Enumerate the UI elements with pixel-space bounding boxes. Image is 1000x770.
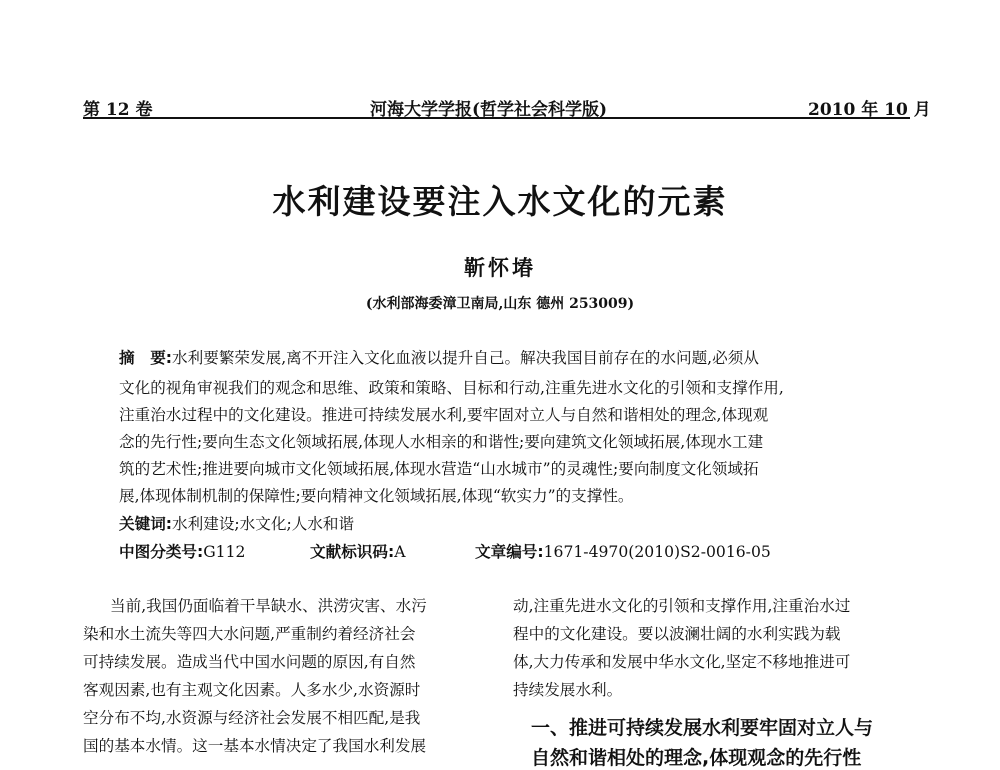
author-name: 靳怀堾 xyxy=(464,255,536,280)
abstract-line: 注重治水过程中的文化建设。推进可持续发展水利,要牢固对立人与自然和谐相处的理念,体现观 xyxy=(119,406,769,424)
abstract-line: 筑的艺术性;推进要向城市文化领域拓展,体现水营造“山水城市”的灵魂性;要向制度文化领域拓 xyxy=(119,460,759,478)
body-line: 当前,我国仍面临着干旱缺水、洪涝灾害、水污 xyxy=(110,597,427,615)
abstract-label: 摘 要: xyxy=(119,349,173,367)
body-line: 客观因素,也有主观文化因素。人多水少,水资源时 xyxy=(83,681,421,699)
abstract-line: 念的先行性;要向生态文化领域拓展,体现人水相亲的和谐性;要向建筑文化领域拓展,体现水工建 xyxy=(119,433,764,451)
journal-name: 河海大学学报(哲学社会科学版) xyxy=(370,100,608,120)
body-line: 程中的文化建设。要以波澜壮阔的水利实践为载 xyxy=(513,625,841,643)
clc-number: 中图分类号:G112 xyxy=(119,543,246,561)
abstract-line: 展,体现体制机制的保障性;要向精神文化领域拓展,体现“软实力”的支撑性。 xyxy=(119,487,634,505)
issue-date: 2010 年 10 月 xyxy=(808,100,931,120)
body-line: 国的基本水情。这一基本水情决定了我国水利发展 xyxy=(83,737,427,755)
section-heading-cont: 自然和谐相处的理念,体现观念的先行性 xyxy=(531,747,862,769)
keywords-value: 水利建设;水文化;人水和谐 xyxy=(172,515,355,533)
keywords-label: 关键词: xyxy=(119,515,173,533)
section-heading: 一、推进可持续发展水利要牢固对立人与 xyxy=(531,717,874,739)
body-line: 体,大力传承和发展中华水文化,坚定不移地推进可 xyxy=(513,653,851,671)
keywords xyxy=(119,516,354,532)
author-affiliation: (水利部海委漳卫南局,山东 德州 253009) xyxy=(365,296,635,312)
body-line: 空分布不均,水资源与经济社会发展不相匹配,是我 xyxy=(83,709,421,727)
abstract-line: 摘 要:水利要繁荣发展,离不开注入文化血液以提升自己。解决我国目前存在的水问题,必须从 xyxy=(119,349,759,367)
document-code: 文献标识码:A xyxy=(310,543,406,561)
volume-number: 第 12 卷 xyxy=(83,100,153,120)
body-line: 动,注重先进水文化的引领和支撑作用,注重治水过 xyxy=(513,597,851,615)
header-rule xyxy=(83,117,910,119)
abstract-line: 文化的视角审视我们的观念和思维、政策和策略、目标和行动,注重先进水文化的引领和支撑作用, xyxy=(119,379,784,397)
body-line: 持续发展水利。 xyxy=(513,681,623,699)
article-title: 水利建设要注入水文化的元素 xyxy=(272,182,728,221)
article-number: 文章编号:1671-4970(2010)S2-0016-05 xyxy=(475,543,771,561)
body-line: 可持续发展。造成当代中国水问题的原因,有自然 xyxy=(83,653,416,671)
body-line: 染和水土流失等四大水问题,严重制约着经济社会 xyxy=(83,625,416,643)
